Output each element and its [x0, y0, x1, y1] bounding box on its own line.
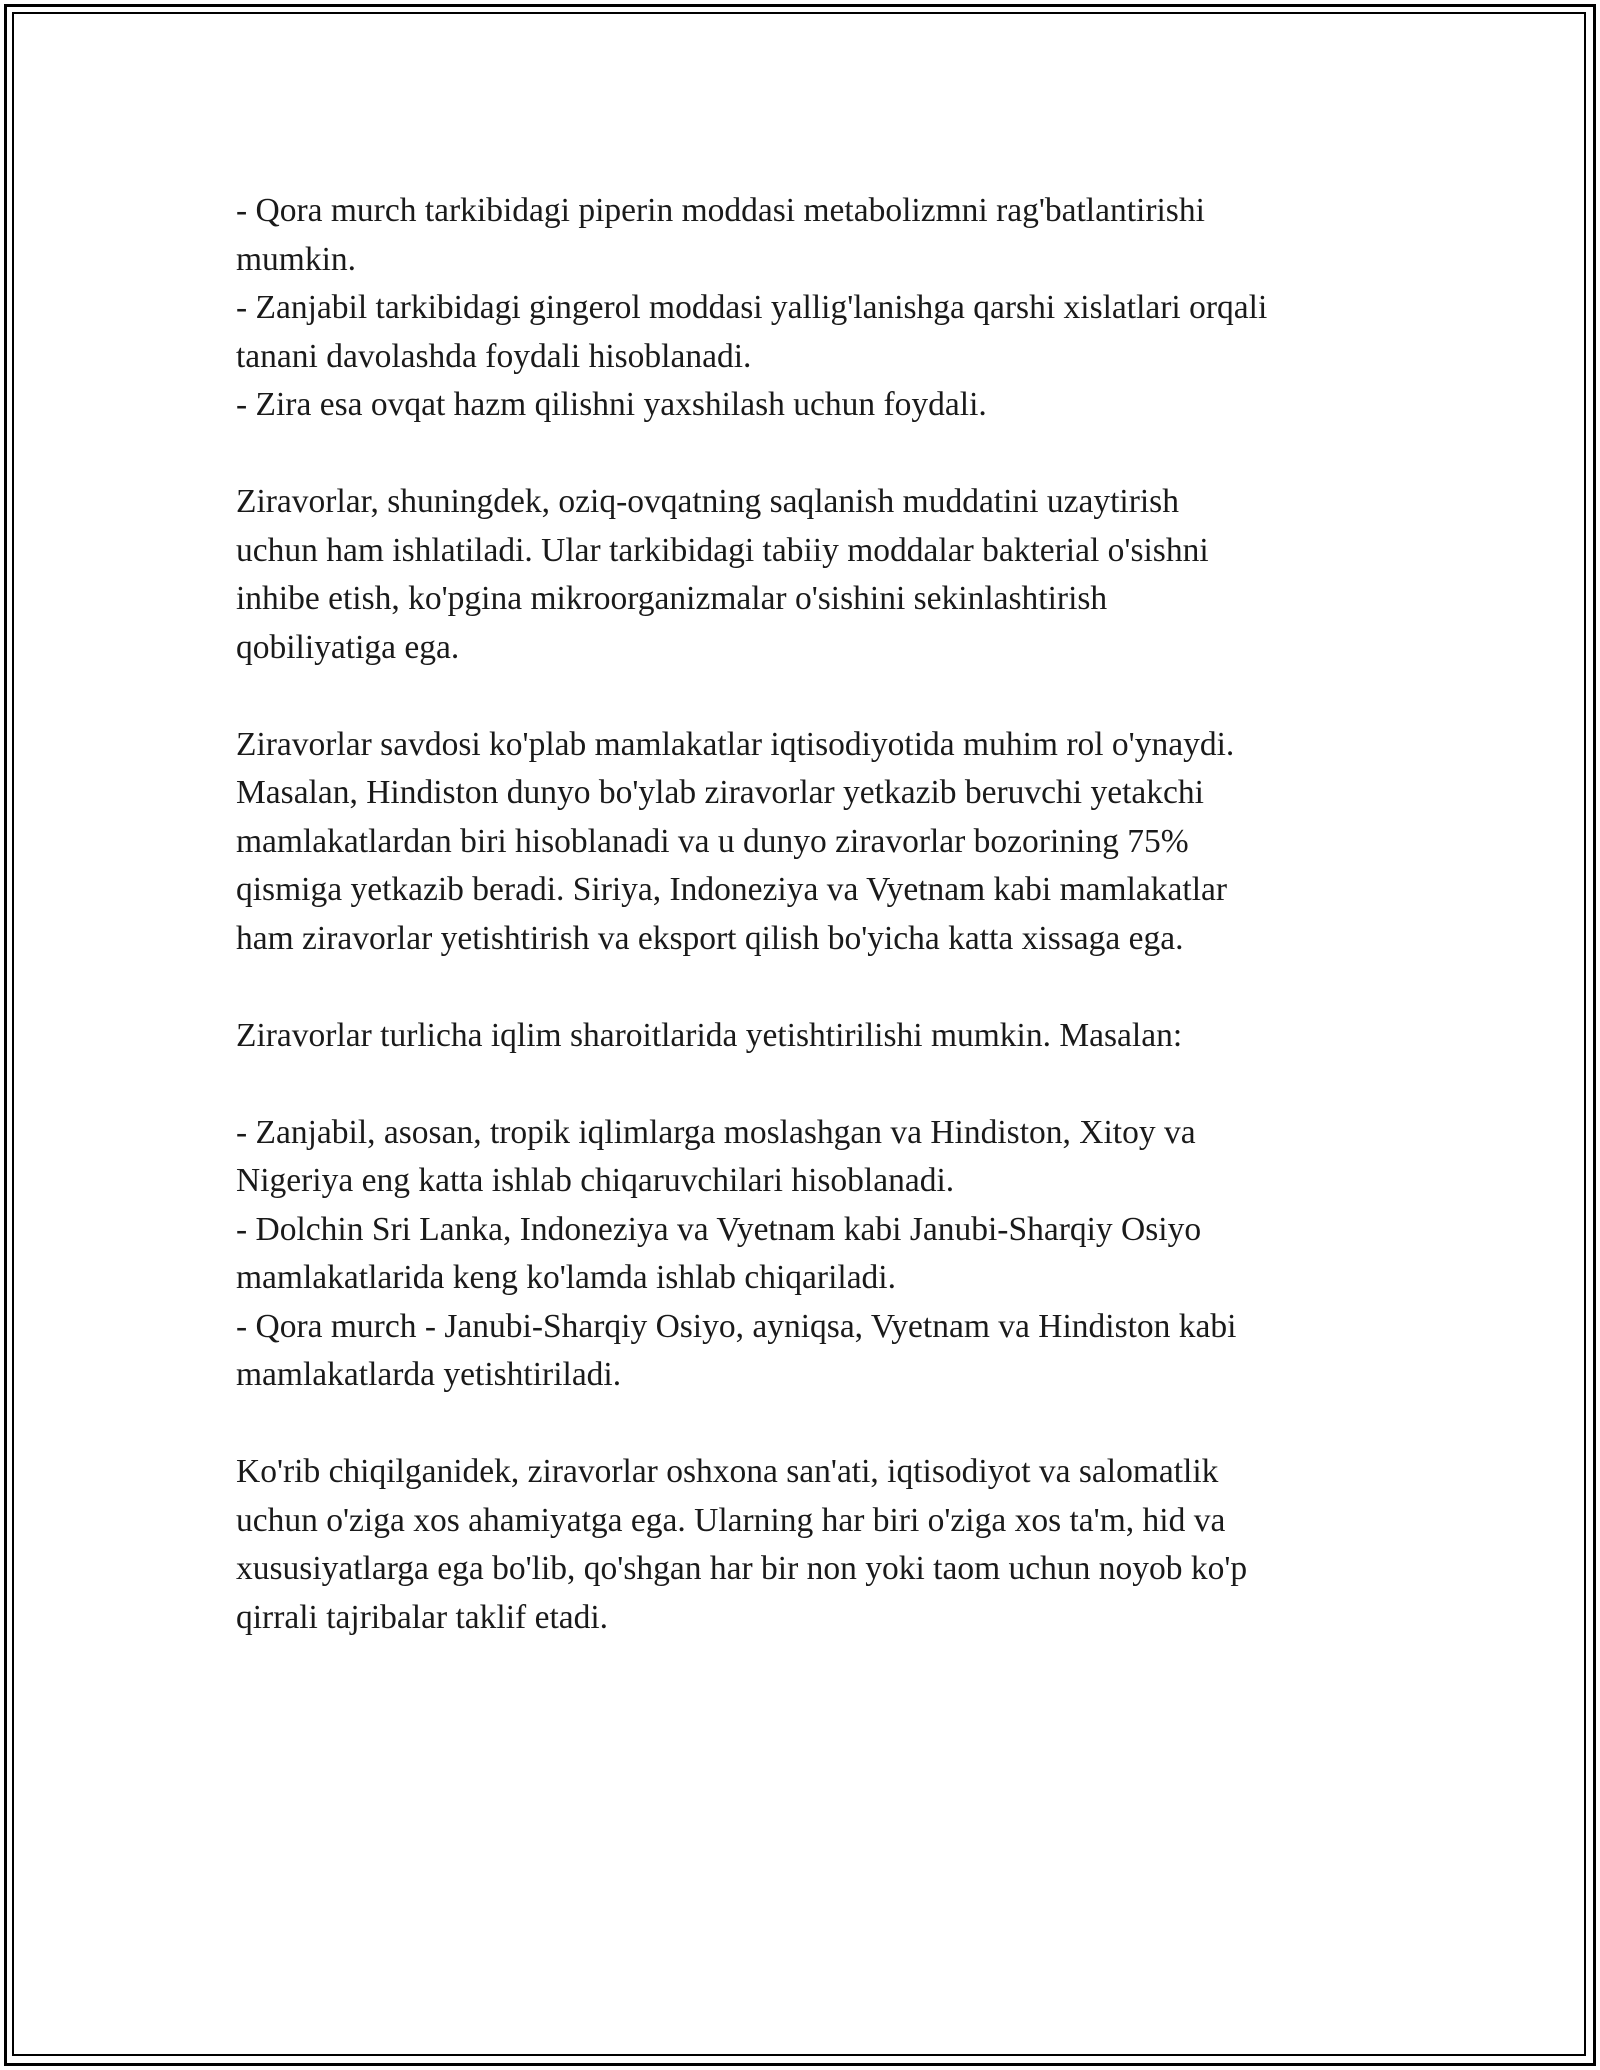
- paragraph-climate-list: [236, 1109, 1386, 1400]
- text-line: xususiyatlarga ega bo'lib, qo'shgan har bir non yoki taom uchun noyob ko'p: [236, 1550, 1248, 1587]
- text-line: - Zanjabil, asosan, tropik iqlimlarga moslashgan va Hindiston, Xitoy va: [236, 1113, 1196, 1151]
- text-line: Ziravorlar, shuningdek, oziq-ovqatning saqlanish muddatini uzaytirish: [236, 483, 1179, 520]
- text-line: mumkin.: [236, 240, 357, 278]
- text-line: tanani davolashda foydali hisoblanadi.: [236, 337, 752, 375]
- text-line: mamlakatlarda yetishtiriladi.: [236, 1356, 622, 1393]
- paragraph-spacer: [236, 1060, 1386, 1109]
- text-line: Nigeriya eng katta ishlab chiqaruvchilari hisoblanadi.: [236, 1162, 955, 1199]
- text-line: uchun o'ziga xos ahamiyatga ega. Ularning har biri o'ziga xos ta'm, hid va: [236, 1501, 1226, 1539]
- paragraph-spacer: [236, 672, 1386, 721]
- paragraph-preservation: [236, 478, 1386, 672]
- paragraph-spacer: [236, 430, 1386, 479]
- text-line: - Qora murch - Janubi-Sharqiy Osiyo, ayniqsa, Vyetnam va Hindiston kabi: [236, 1307, 1237, 1345]
- paragraph-spacer: [236, 963, 1386, 1012]
- paragraph-health-benefits: [236, 187, 1386, 430]
- text-line: qobiliyatiga ega.: [236, 628, 460, 666]
- text-line: qirrali tajribalar taklif etadi.: [236, 1598, 609, 1636]
- text-line: mamlakatlarida keng ko'lamda ishlab chiqariladi.: [236, 1259, 896, 1296]
- text-line: inhibe etish, ko'pgina mikroorganizmalar o'sishini sekinlashtirish: [236, 580, 1108, 617]
- paragraph-climate-intro: [236, 1012, 1386, 1061]
- text-line: - Dolchin Sri Lanka, Indoneziya va Vyetnam kabi Janubi-Sharqiy Osiyo: [236, 1210, 1202, 1248]
- text-line: Ko'rib chiqilganidek, ziravorlar oshxona san'ati, iqtisodiyot va salomatlik: [236, 1453, 1219, 1490]
- text-line: - Zira esa ovqat hazm qilishni yaxshilash uchun foydali.: [236, 386, 987, 423]
- document-body: [236, 187, 1386, 1642]
- text-line: ham ziravorlar yetishtirish va eksport qilish bo'yicha katta xissaga ega.: [236, 919, 1184, 957]
- text-line: - Zanjabil tarkibidagi gingerol moddasi yallig'lanishga qarshi xislatlari orqali: [236, 289, 1268, 326]
- text-line: - Qora murch tarkibidagi piperin moddasi metabolizmni rag'batlantirishi: [236, 192, 1205, 229]
- text-line: Ziravorlar turlicha iqlim sharoitlarida yetishtirilishi mumkin. Masalan:: [236, 1016, 1183, 1054]
- paragraph-spacer: [236, 1400, 1386, 1449]
- text-line: qismiga yetkazib beradi. Siriya, Indoneziya va Vyetnam kabi mamlakatlar: [236, 871, 1228, 908]
- text-line: Masalan, Hindiston dunyo bo'ylab ziravorlar yetkazib beruvchi yetakchi: [236, 774, 1204, 811]
- text-line: uchun ham ishlatiladi. Ular tarkibidagi tabiiy moddalar bakterial o'sishni: [236, 531, 1209, 569]
- text-line: Ziravorlar savdosi ko'plab mamlakatlar iqtisodiyotida muhim rol o'ynaydi.: [236, 725, 1235, 763]
- paragraph-conclusion: [236, 1448, 1386, 1642]
- paragraph-trade: [236, 721, 1386, 964]
- text-line: mamlakatlardan biri hisoblanadi va u dunyo ziravorlar bozorining 75%: [236, 822, 1189, 860]
